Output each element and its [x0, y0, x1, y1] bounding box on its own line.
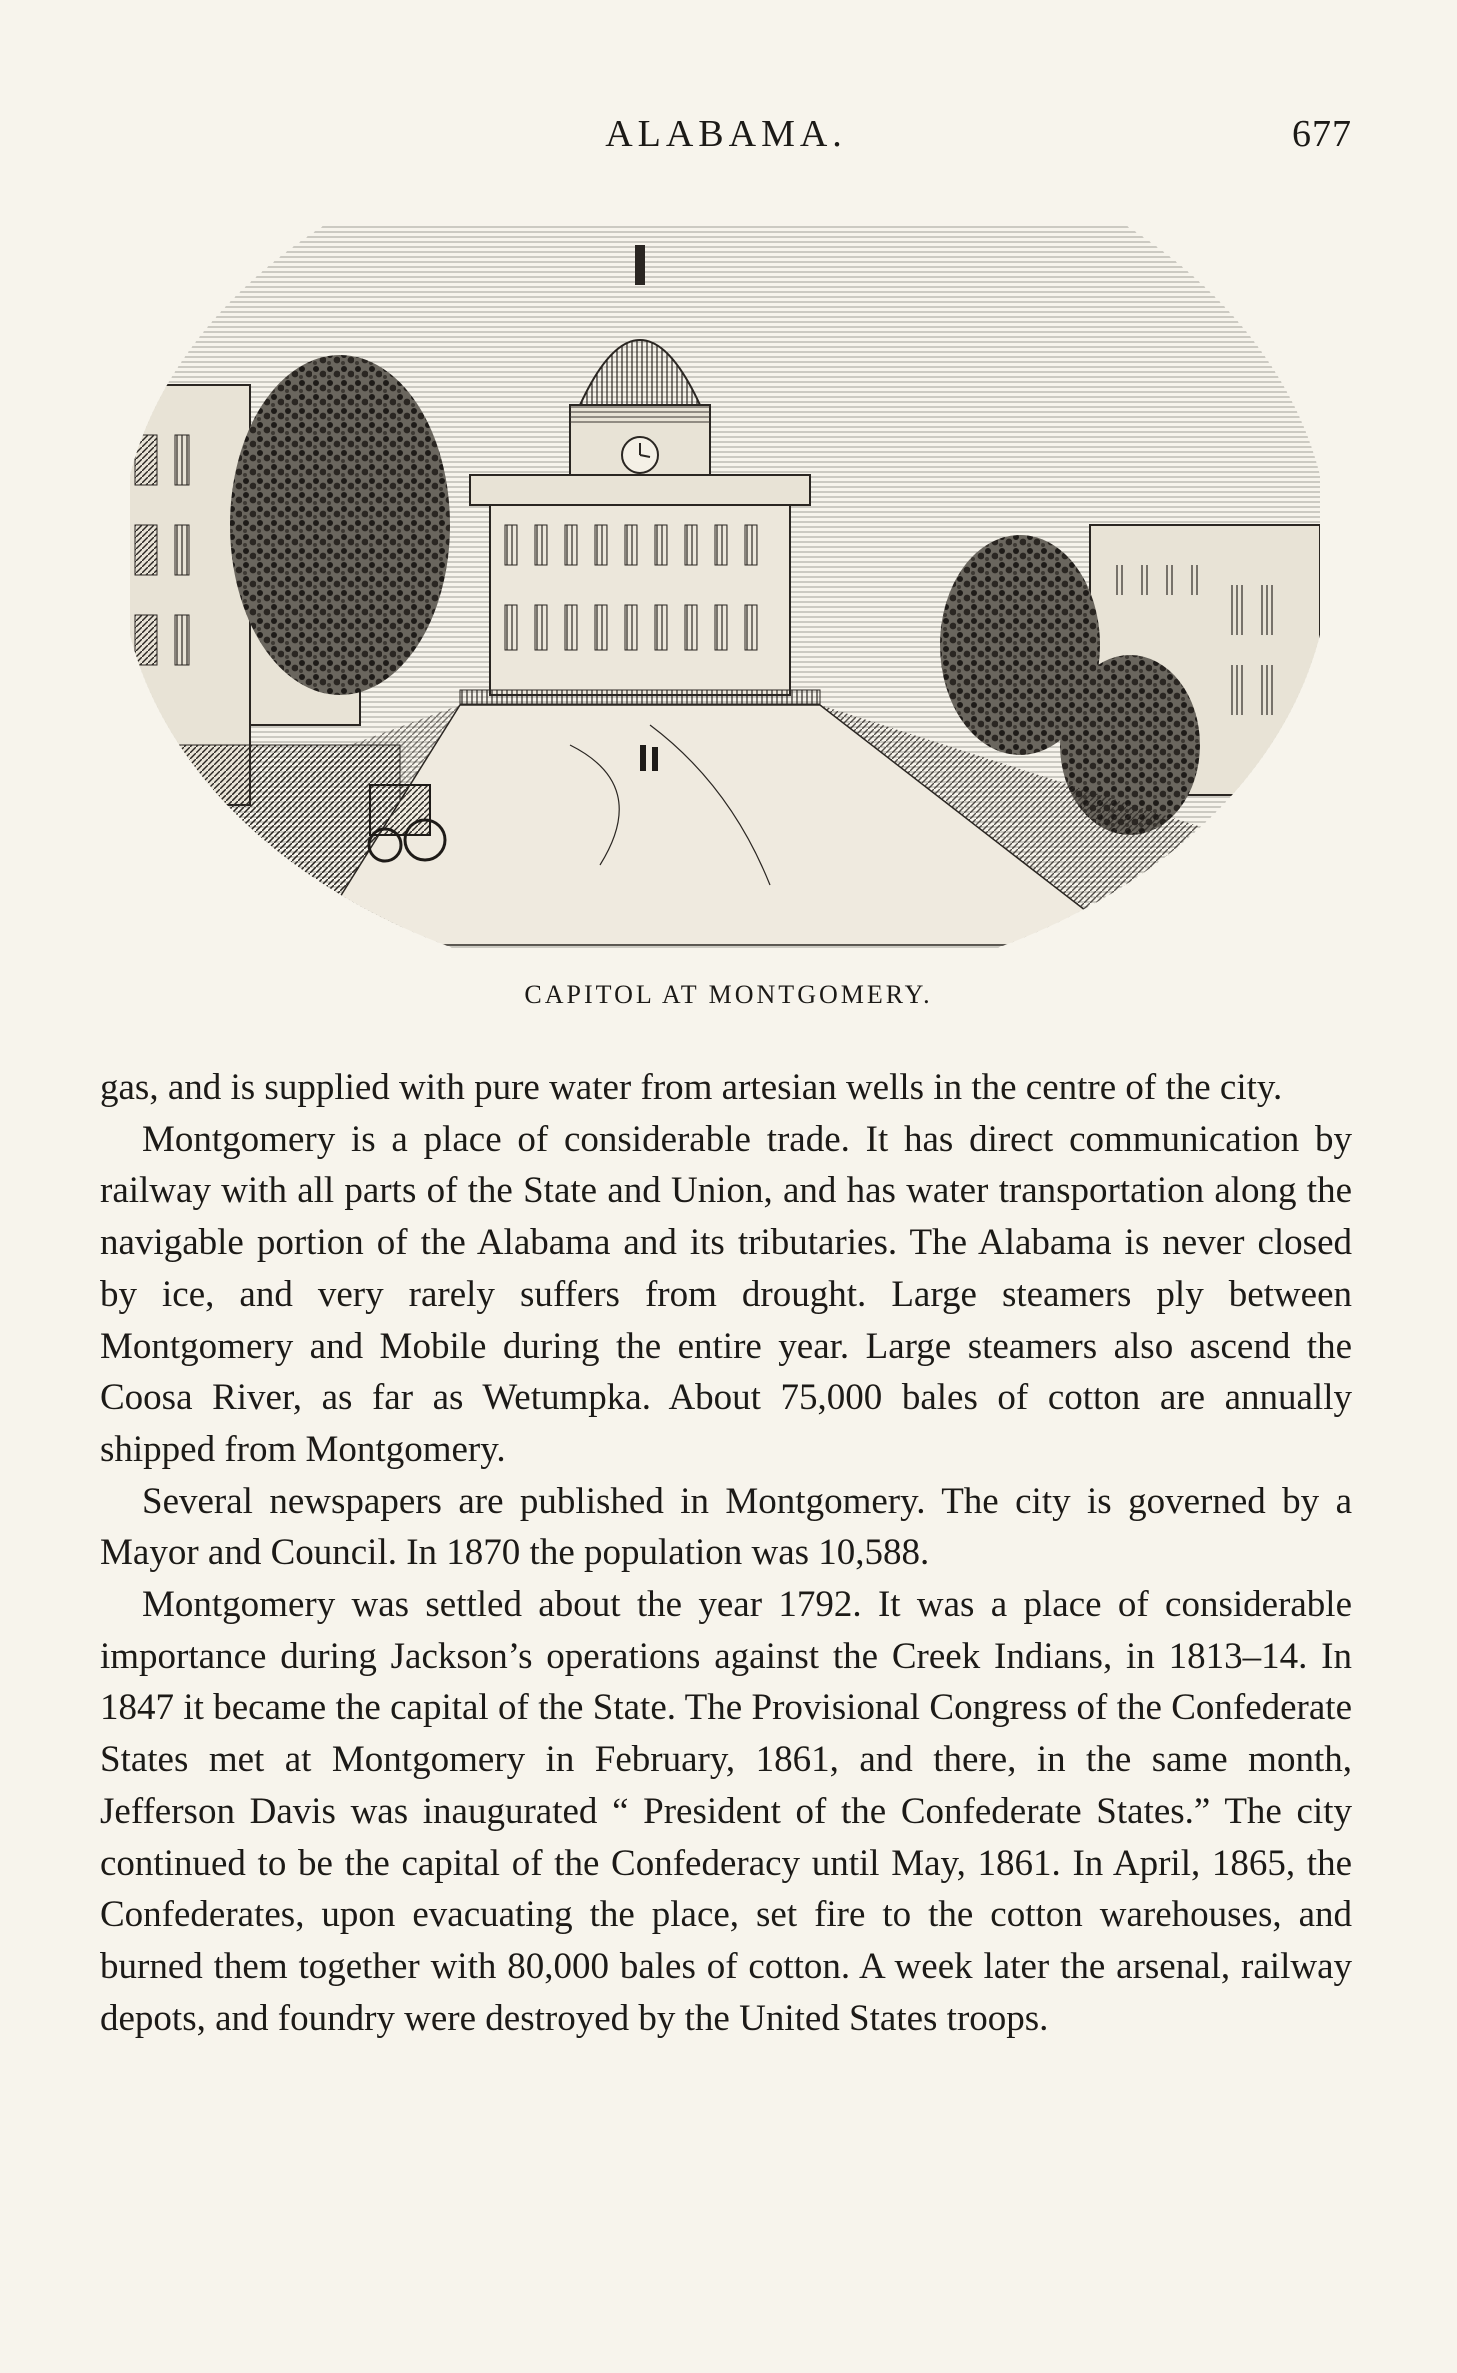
body-text	[100, 1062, 1352, 2044]
paragraph: Montgomery was settled about the year 1792. It was a place of considerable importance during Jackson’s operations against the Creek Indians, in 1813–14. In 1847 it became the capital of the State. The Provisional Congress of the Confederate States met at Montgomery in February, 1861, and there, in the same month, Jefferson Davis was inaugurated “ President of the Confederate States.” The city continued to be the capital of the Confederacy until May, 1861. In April, 1865, the Confederates, upon evacuating the place, set fire to the cotton warehouses, and burned them together with 80,000 bales of cotton. A week later the arsenal, railway depots, and foundry were destroyed by the United States troops.	[100, 1584, 1352, 2039]
running-title: ALABAMA.	[605, 113, 847, 155]
paragraph: Montgomery is a place of considerable trade. It has direct communication by railway with all parts of the State and Union, and has water transportation along the navigable portion of the Alabama and its tributaries. The Alabama is never closed by ice, and very rarely suffers from drought. Large steamers ply between Montgomery and Mobile during the entire year. Large steamers also ascend the Coosa River, as far as Wetumpka. About 75,000 bales of cotton are annually shipped from Montgomery.	[100, 1118, 1352, 1470]
paragraph: gas, and is supplied with pure water from artesian wells in the centre of the city.	[100, 1067, 1283, 1108]
left-tree	[230, 355, 450, 695]
capitol-engraving	[130, 225, 1320, 950]
paragraph: Several newspapers are published in Montgomery. The city is governed by a Mayor and Council. In 1870 the population was 10,588.	[100, 1480, 1352, 1574]
page-number: 677	[1292, 113, 1352, 155]
figure	[640, 745, 646, 771]
illustration-caption: CAPITOL AT MONTGOMERY.	[524, 980, 933, 1009]
running-head	[100, 112, 1352, 162]
figure	[652, 747, 658, 771]
